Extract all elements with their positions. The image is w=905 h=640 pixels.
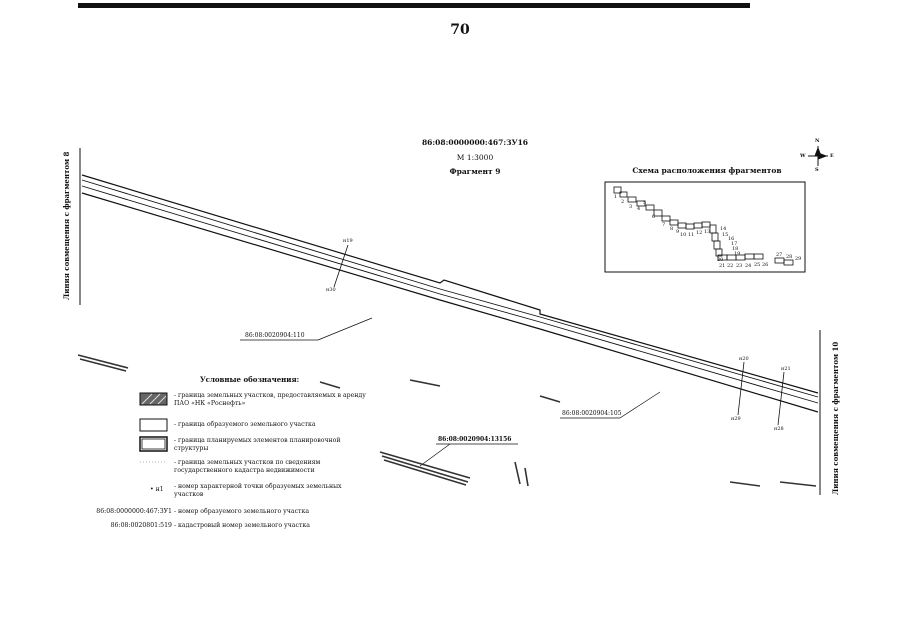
inset-number: 17 [731, 241, 738, 247]
inset-number: 7 [662, 222, 666, 228]
inset-number: 12 [696, 230, 703, 236]
compass-e: E [830, 153, 834, 159]
legend-row-hatched: - граница земельных участков, предоставляемых в аренду ПАО «НК «Роснефть» [174, 392, 366, 407]
inset-number: 29 [795, 256, 802, 262]
point-label: н21 [781, 366, 791, 372]
inset-number: 28 [786, 254, 793, 260]
compass-s: S [815, 167, 819, 173]
inset-number: 26 [762, 262, 769, 268]
legend-row-parcel: - номер образуемого земельного участка [174, 508, 310, 515]
legend-cadastral-symbol: 86:08:0020801:519 [110, 522, 172, 529]
inset-number: 10 [680, 232, 687, 238]
point-label: н29 [731, 416, 741, 422]
inset-number: 6 [652, 214, 656, 220]
point-label: н19 [343, 238, 353, 244]
inset-number: 3 [629, 204, 633, 210]
inset-title: Схема расположения фрагментов [632, 166, 782, 175]
inset-number: 24 [745, 263, 752, 269]
legend-symbols [140, 393, 167, 462]
inset-number: 22 [727, 263, 734, 269]
legend-row-dotted: - граница земельных участков по сведениям государственного кадастра недвижимости [174, 459, 321, 474]
legend-row-cadastral: - кадастровый номер земельного участка [174, 522, 310, 529]
inset-number: 5 [643, 200, 647, 206]
legend-row-box: - граница образуемого земельного участка [174, 421, 316, 428]
legend-point-symbol: • н1 [150, 486, 164, 493]
page-number: 70 [450, 22, 470, 38]
parcel-label-13156: 86:08:0020904:13156 [438, 436, 512, 443]
legend-row-point: - номер характерной точки образуемых земельных участков [174, 483, 342, 498]
inset-number: 15 [722, 232, 729, 238]
inset-number: 4 [637, 206, 641, 212]
fragment-label: Фрагмент 9 [449, 167, 501, 176]
legend-double-box-inner [142, 439, 165, 449]
inset-number: 11 [688, 232, 695, 238]
inset-number: 16 [728, 236, 735, 242]
inset-number: 20 [717, 257, 724, 263]
legend-box-swatch [140, 419, 167, 431]
inset-number: 14 [720, 226, 727, 232]
point-label: н20 [739, 356, 749, 362]
inset-number: 19 [734, 251, 741, 257]
inset-number: 27 [776, 252, 783, 258]
inset-number: 1 [614, 194, 618, 200]
legend-title: Условные обозначения: [200, 375, 300, 384]
parcel-label-110: 86:08:0020904:110 [245, 332, 305, 339]
compass-n: N [815, 138, 820, 144]
legend-parcel-symbol: 86:08:0000000:467:ЗУ1 [96, 508, 172, 515]
inset-number: 25 [754, 262, 761, 268]
inset-fragments [614, 187, 793, 265]
point-label: н30 [326, 287, 336, 293]
left-joint-label: Линия совмещения с фрагментом 8 [62, 151, 71, 300]
parcel-title: 86:08:0000000:467:ЗУ16 [421, 138, 529, 147]
inset-number: 13 [704, 229, 711, 235]
inset-number: 2 [621, 199, 625, 205]
legend-row-double-box: - граница планируемых элементов планировочной структуры [174, 437, 341, 452]
inset-number: 23 [736, 263, 743, 269]
right-joint-label: Линия совмещения с фрагментом 10 [831, 341, 840, 495]
inset-number: 9 [676, 229, 680, 235]
parcel-label-105: 86:08:0020904:105 [562, 410, 622, 417]
compass-w: W [800, 153, 806, 159]
point-label: н28 [774, 426, 784, 432]
inset-number: 18 [732, 246, 739, 252]
inset-number: 8 [670, 226, 674, 232]
scale-label: М 1:3000 [456, 153, 494, 162]
inset-number: 21 [719, 263, 726, 269]
compass-rose [808, 146, 828, 166]
corridor-lines [82, 175, 818, 412]
